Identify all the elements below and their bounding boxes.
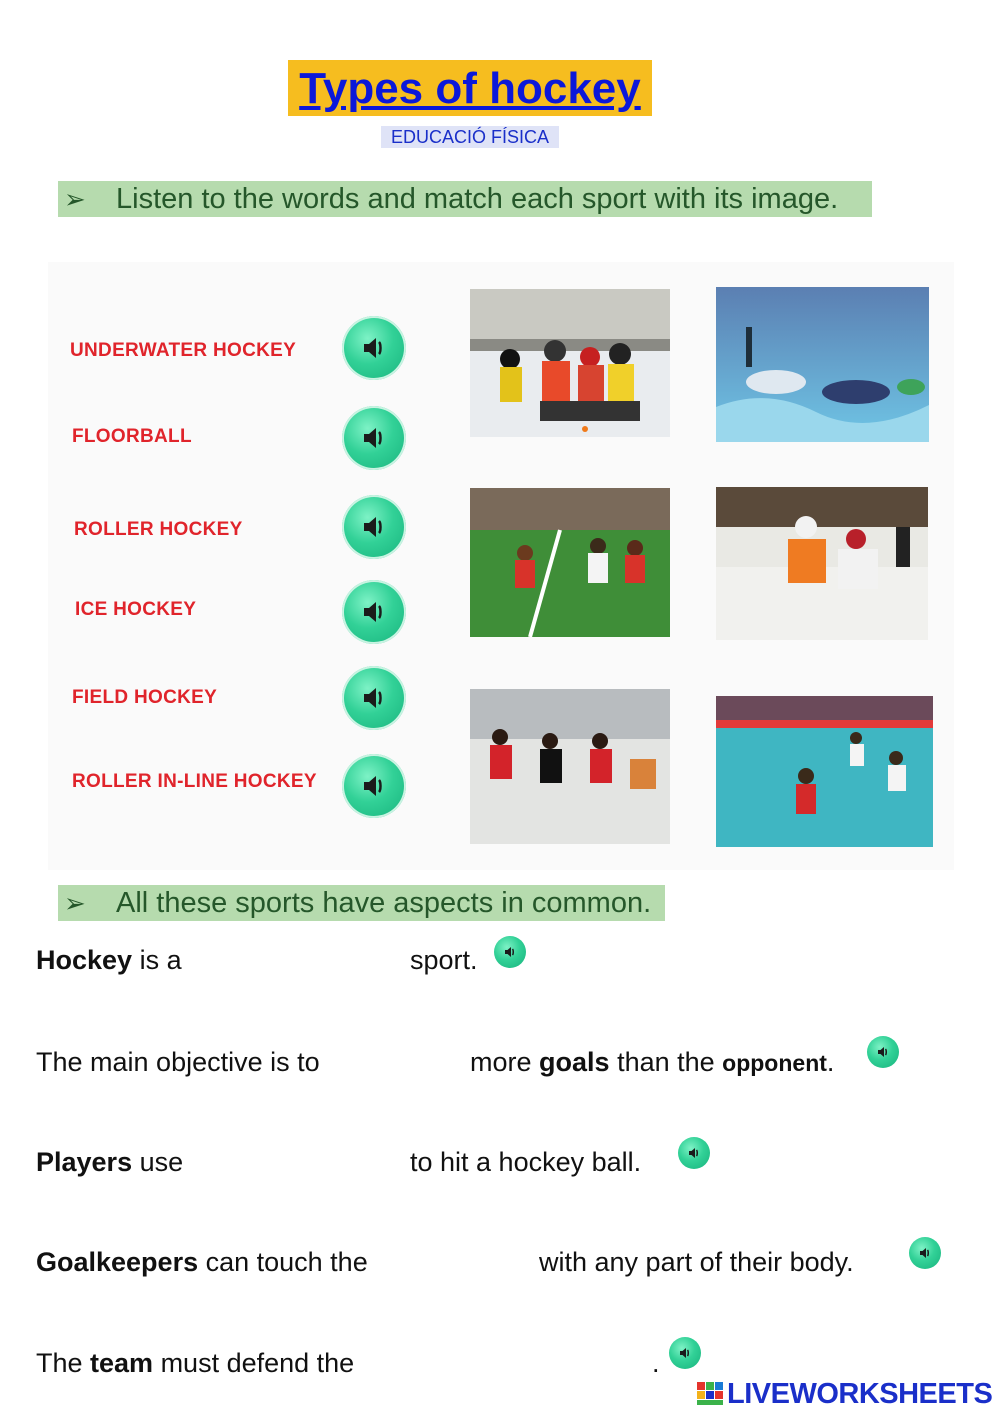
sentence-4-start [36,1247,368,1278]
roller-hockey-image [470,689,670,844]
speaker-icon [502,944,518,960]
blank-input-1[interactable] [210,946,400,976]
blank-input-3[interactable] [210,1148,400,1178]
arrow-icon: ➢ [64,888,86,918]
photo-underwater-hockey[interactable] [716,287,929,442]
play-sound-button[interactable] [342,754,406,818]
text: use [132,1147,184,1177]
sentence-1-start [36,945,182,976]
speaker-icon [358,596,390,628]
play-sound-button[interactable] [494,936,526,968]
sentence-3-end: to hit a hockey ball. [410,1147,642,1177]
ice-hockey-image [716,487,928,640]
text: is a [132,945,182,975]
field-hockey-image [470,488,670,637]
photo-roller-hockey[interactable] [470,689,670,844]
text: than the [609,1047,723,1077]
play-sound-button[interactable] [342,580,406,644]
sport-label-floorball[interactable]: FLOORBALL [72,426,192,447]
speaker-icon [686,1145,702,1161]
sentence-3-start [36,1147,183,1178]
logo-icon [697,1382,723,1406]
speaker-icon [358,422,390,454]
sport-label-field-hockey[interactable]: FIELD HOCKEY [72,687,218,708]
bold-word: Players [36,1147,133,1177]
sport-label-ice-hockey[interactable]: ICE HOCKEY [75,599,197,620]
play-sound-button[interactable] [678,1137,710,1169]
bold-word: team [90,1348,154,1378]
sport-label-roller-in-line-hockey[interactable]: ROLLER IN-LINE HOCKEY [72,771,317,792]
speaker-icon [917,1245,933,1261]
text: can touch the [198,1247,368,1277]
subtitle: EDUCACIÓ FÍSICA [381,126,559,148]
play-sound-button[interactable] [342,495,406,559]
photo-inline-hockey[interactable] [470,289,670,437]
bold-word: Hockey [36,945,133,975]
speaker-icon [358,332,390,364]
text: The [36,1348,91,1378]
speaker-icon [358,682,390,714]
play-sound-button[interactable] [867,1036,899,1068]
sport-label-underwater-hockey[interactable]: UNDERWATER HOCKEY [70,340,297,361]
floorball-image [716,696,933,847]
instruction-2 [58,885,665,921]
text: more [470,1047,540,1077]
sentence-5-end: . [652,1348,660,1378]
sentence-4-end: with any part of their body. [539,1247,854,1277]
bold-word: Goalkeepers [36,1247,199,1277]
liveworksheets-logo[interactable] [697,1378,993,1410]
play-sound-button[interactable] [909,1237,941,1269]
arrow-icon: ➢ [64,184,86,214]
photo-floorball[interactable] [716,696,933,847]
instruction-1-text: Listen to the words and match each sport with its image. [116,183,839,215]
logo-text: LIVEWORKSHEETS [727,1378,993,1410]
play-sound-button[interactable] [342,666,406,730]
sentence-2-end [470,1047,834,1078]
sentence-1-end: sport. [410,945,478,975]
page-title: Types of hockey [299,64,641,113]
sentence-2-start: The main objective is to [36,1047,320,1077]
speaker-icon [358,511,390,543]
photo-field-hockey[interactable] [470,488,670,637]
blank-input-4[interactable] [414,1248,532,1278]
matching-panel [48,262,954,870]
speaker-icon [875,1044,891,1060]
bold-word: opponent [722,1050,827,1076]
speaker-icon [677,1345,693,1361]
text: . [826,1047,835,1077]
text: must defend the [153,1348,355,1378]
blank-input-2[interactable] [345,1048,463,1078]
play-sound-button[interactable] [342,406,406,470]
photo-ice-hockey[interactable] [716,487,928,640]
underwater-hockey-image [716,287,929,442]
instruction-1 [58,181,872,217]
speaker-icon [358,770,390,802]
title-banner [288,60,652,116]
play-sound-button[interactable] [342,316,406,380]
blank-input-5[interactable] [400,1349,648,1379]
play-sound-button[interactable] [669,1337,701,1369]
inline-hockey-image [470,289,670,437]
sport-label-roller-hockey[interactable]: ROLLER HOCKEY [74,519,243,540]
instruction-2-text: All these sports have aspects in common. [116,887,652,919]
sentence-5-start [36,1348,354,1379]
bold-word: goals [539,1047,610,1077]
